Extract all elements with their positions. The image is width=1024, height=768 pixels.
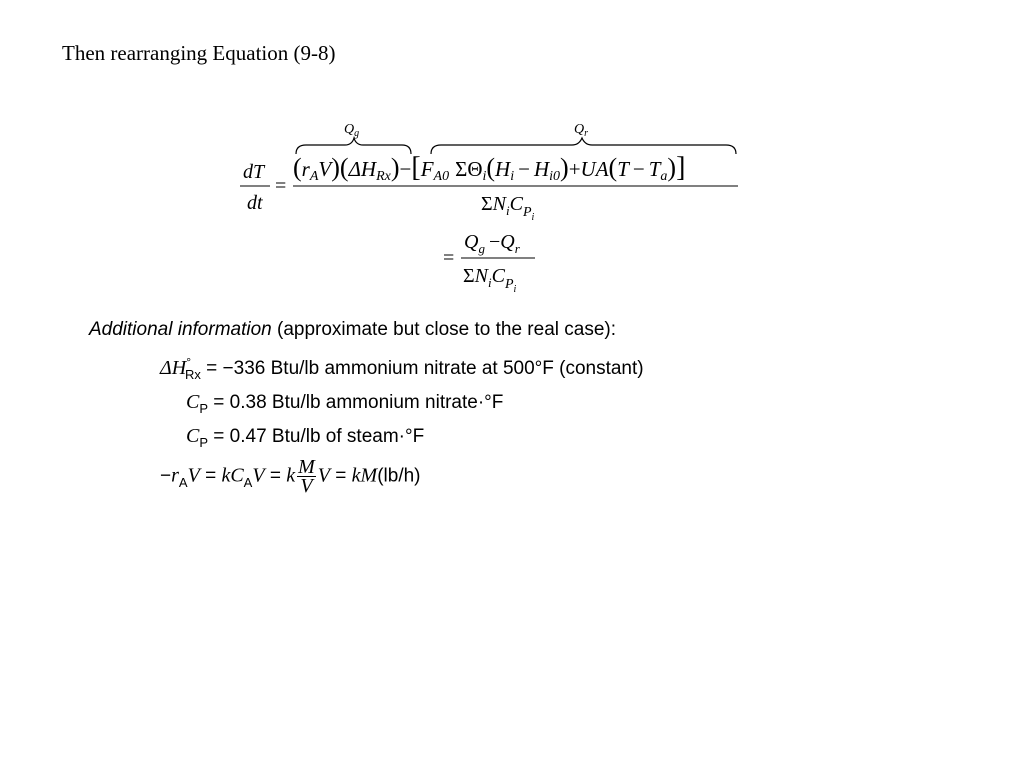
rate-v: V: [187, 464, 200, 487]
eq2-equals: =: [443, 247, 455, 269]
equals-sign: =: [275, 175, 287, 197]
additional-info-heading: [89, 318, 616, 342]
rate-frac-den: V: [300, 475, 313, 497]
lhs-numerator: dT: [243, 161, 265, 183]
qr-overbrace: [431, 138, 736, 154]
info-line-heat-of-reaction: [160, 356, 644, 382]
info-line-cp-steam: [186, 424, 424, 450]
rate-frac-num: M: [298, 456, 315, 478]
rate-eq2: =: [264, 465, 287, 487]
qg-qr-equation: [443, 231, 535, 295]
qg-brace-label: $Q_g$: [344, 122, 360, 139]
rate-k: k: [286, 464, 296, 487]
cp-nitrate-value: = 0.38 Btu/lb ammonium nitrate·°F: [208, 392, 504, 413]
rate-v2: V: [252, 464, 265, 487]
rate-v3: V: [317, 464, 330, 487]
heat-of-reaction-symbol: ΔH: [160, 357, 187, 379]
lhs-denominator: dt: [247, 192, 263, 214]
intro-text: Then rearranging Equation (9-8): [62, 41, 336, 65]
cp-steam-sub: P: [199, 435, 209, 450]
energy-balance-equation: [240, 122, 738, 223]
additional-info-rest: (approximate but close to the real case):: [271, 319, 617, 340]
info-line-cp-nitrate: [186, 390, 503, 416]
main-denominator: $\Sigma N_iC_{Pi}$: [481, 193, 535, 223]
rate-r: r: [171, 464, 179, 487]
qg-overbrace: [296, 138, 411, 154]
qr-brace-label: $Q_r$: [574, 122, 589, 139]
additional-info-italic: Additional information: [89, 319, 272, 340]
rate-r-sub: A: [178, 474, 188, 490]
cp-nitrate-sub: P: [199, 401, 209, 416]
heat-of-reaction-value: = −336 Btu/lb ammonium nitrate at 500°F (constant): [200, 358, 644, 379]
rate-m-over-v-fraction: [297, 458, 316, 495]
main-numerator: (rAV)(ΔHRx)−[FA0 ΣΘi(Hi − Hi0)+UA(T − Ta)]: [293, 152, 686, 184]
eq2-numerator: $Q_g -Q_r$: [464, 231, 520, 256]
rate-kca: kC: [221, 464, 244, 487]
rate-eq1: =: [199, 465, 222, 487]
cp-steam-value: = 0.47 Btu/lb of steam·°F: [208, 426, 425, 447]
rate-km: kM: [351, 464, 378, 487]
heat-of-reaction-sup: °: [186, 355, 191, 369]
cp-steam-symbol: C: [186, 425, 200, 447]
cp-nitrate-symbol: C: [186, 391, 200, 413]
heat-of-reaction-sub: Rx: [185, 367, 201, 382]
rate-neg-sign: −: [160, 465, 172, 487]
rate-units: (lb/h): [377, 465, 421, 487]
info-line-rate-law: [160, 458, 421, 495]
rate-kca-sub: A: [243, 474, 253, 490]
eq2-denominator: $\Sigma N_iC_{Pi}$: [463, 265, 517, 295]
rate-eq3: =: [330, 465, 352, 487]
